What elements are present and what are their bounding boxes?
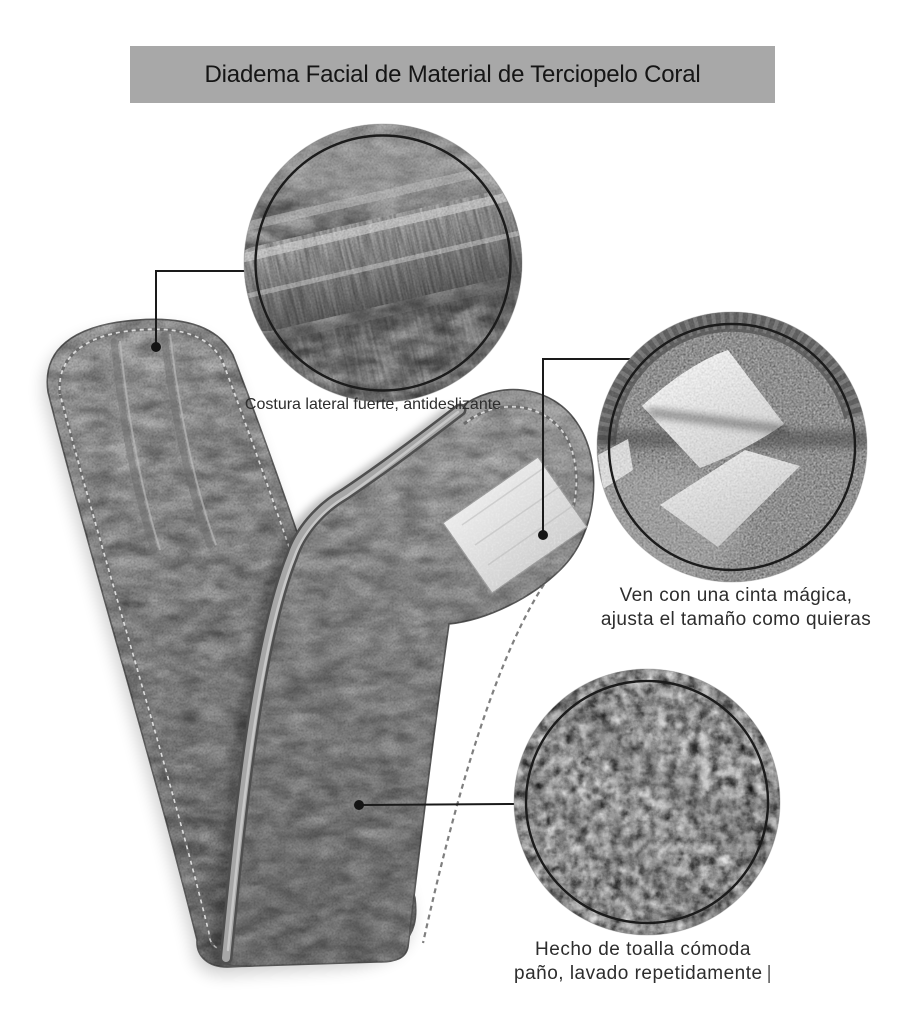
caption-magic-tape-line1: Ven con una cinta mágica,	[619, 585, 853, 606]
page-title: Diadema Facial de Material de Terciopelo Coral	[204, 60, 701, 88]
caption-towel-line1: Hecho de toalla cómoda	[535, 939, 751, 960]
caption-magic-tape	[556, 584, 908, 632]
caption-towel	[463, 938, 823, 986]
callout-line-towel	[361, 804, 516, 805]
caption-towel-line2	[463, 962, 823, 986]
callout-dot-stitching	[151, 342, 161, 352]
caption-stitching-text: Costura lateral fuerte, antideslizante	[244, 396, 502, 413]
callout-dot-velcro	[538, 530, 548, 540]
caption-towel-line2-text: paño, lavado repetidamente	[514, 963, 763, 984]
detail-circle-towel	[490, 665, 796, 945]
caption-magic-tape-line2: ajusta el tamaño como quieras	[600, 609, 872, 630]
product-title-banner	[130, 46, 775, 103]
text-cursor: |	[766, 963, 772, 984]
callout-dot-towel	[354, 800, 364, 810]
detail-circle-velcro	[565, 308, 873, 588]
caption-stitching	[213, 396, 533, 414]
